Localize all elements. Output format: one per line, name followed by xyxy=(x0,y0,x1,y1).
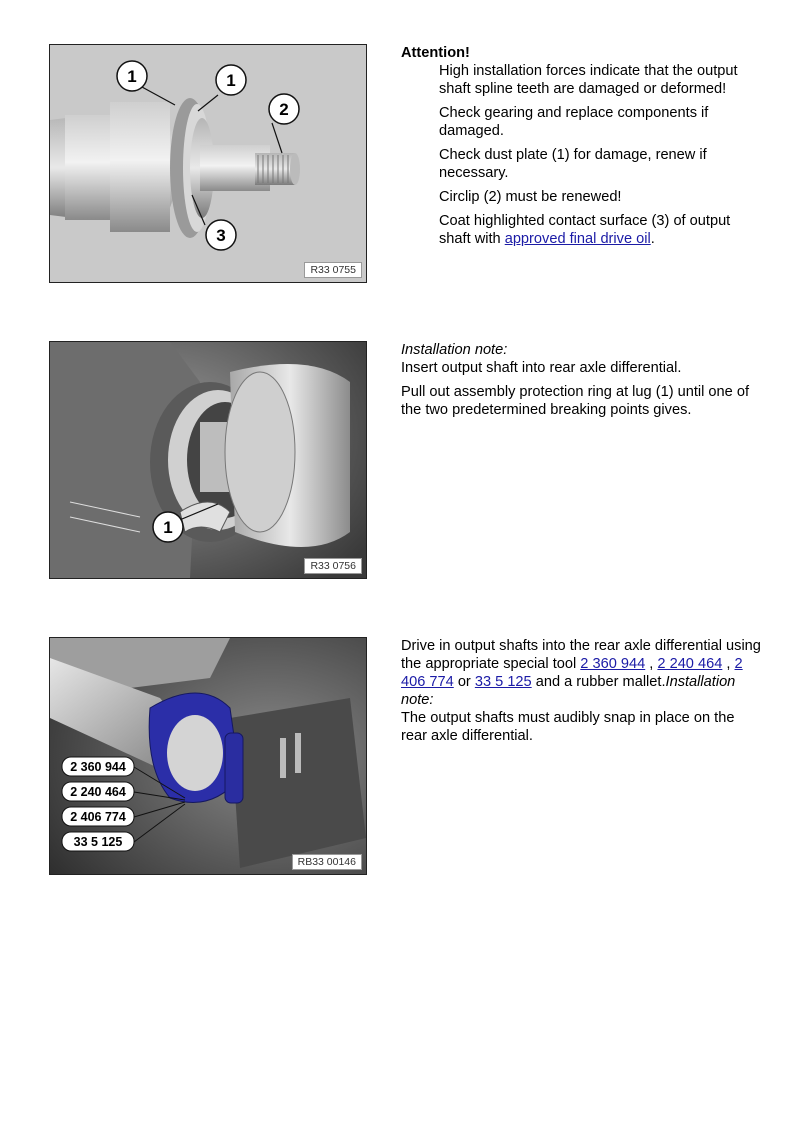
installation-note-label: Installation note: xyxy=(401,674,736,708)
text-fragment: . xyxy=(650,231,655,247)
figure-label: RB33 00146 xyxy=(292,854,362,870)
text-fragment: Drive in output shafts into the rear axle differential using the appropriate special tool xyxy=(401,638,761,672)
output-shaft-illustration xyxy=(50,45,366,282)
callout-1a: 1 xyxy=(127,67,137,86)
approved-final-drive-oil-link[interactable]: approved final drive oil xyxy=(504,231,651,247)
tool-callout-1: 2 360 944 xyxy=(70,760,126,774)
differential-illustration xyxy=(50,342,366,578)
callout-1b: 1 xyxy=(226,71,236,90)
paragraph: High installation forces indicate that the output shaft spline teeth are damaged or deformed! xyxy=(439,63,738,97)
text-fragment: , xyxy=(645,656,658,672)
installation-note-label: Installation note: xyxy=(401,342,508,358)
callout-1: 1 xyxy=(163,518,173,537)
text-fragment: Coat highlighted contact surface (3) of output shaft with xyxy=(439,213,731,247)
paragraph: Check dust plate (1) for damage, renew if necessary. xyxy=(439,147,707,181)
attention-text-block xyxy=(401,44,761,254)
paragraph: Circlip (2) must be renewed! xyxy=(439,189,622,205)
figure-label: R33 0755 xyxy=(304,262,362,278)
tool-link-33-5-125[interactable]: 33 5 125 xyxy=(474,674,532,690)
figure-insert-output-shaft xyxy=(49,341,367,579)
callout-3: 3 xyxy=(216,226,226,245)
special-tool-illustration xyxy=(50,638,366,874)
paragraph: Pull out assembly protection ring at lug (1) until one of the two predetermined breaking points gives. xyxy=(401,384,750,418)
text-fragment: or xyxy=(453,674,475,690)
tool-link-2-240-464[interactable]: 2 240 464 xyxy=(657,656,723,672)
attention-heading: Attention! xyxy=(401,45,470,61)
installation-text-block xyxy=(401,341,761,425)
callout-2: 2 xyxy=(279,100,289,119)
figure-label: R33 0756 xyxy=(304,558,362,574)
tool-callout-3: 2 406 774 xyxy=(70,810,126,824)
text-fragment: and a rubber mallet. xyxy=(531,674,666,690)
drive-in-text-block xyxy=(401,637,761,751)
paragraph: The output shafts must audibly snap in place on the rear axle differential. xyxy=(401,710,735,744)
paragraph: Check gearing and replace components if damaged. xyxy=(439,105,709,139)
paragraph xyxy=(401,212,761,248)
figure-special-tool xyxy=(49,637,367,875)
paragraph: Insert output shaft into rear axle differential. xyxy=(401,360,682,376)
tool-callout-4: 33 5 125 xyxy=(73,835,123,849)
tool-callout-2: 2 240 464 xyxy=(70,785,126,799)
paragraph xyxy=(401,637,761,709)
text-fragment: , xyxy=(722,656,735,672)
figure-output-shaft-spline xyxy=(49,44,367,283)
tool-link-2-406-774[interactable]: 2 406 774 xyxy=(401,656,743,690)
tool-link-2-360-944[interactable]: 2 360 944 xyxy=(580,656,646,672)
